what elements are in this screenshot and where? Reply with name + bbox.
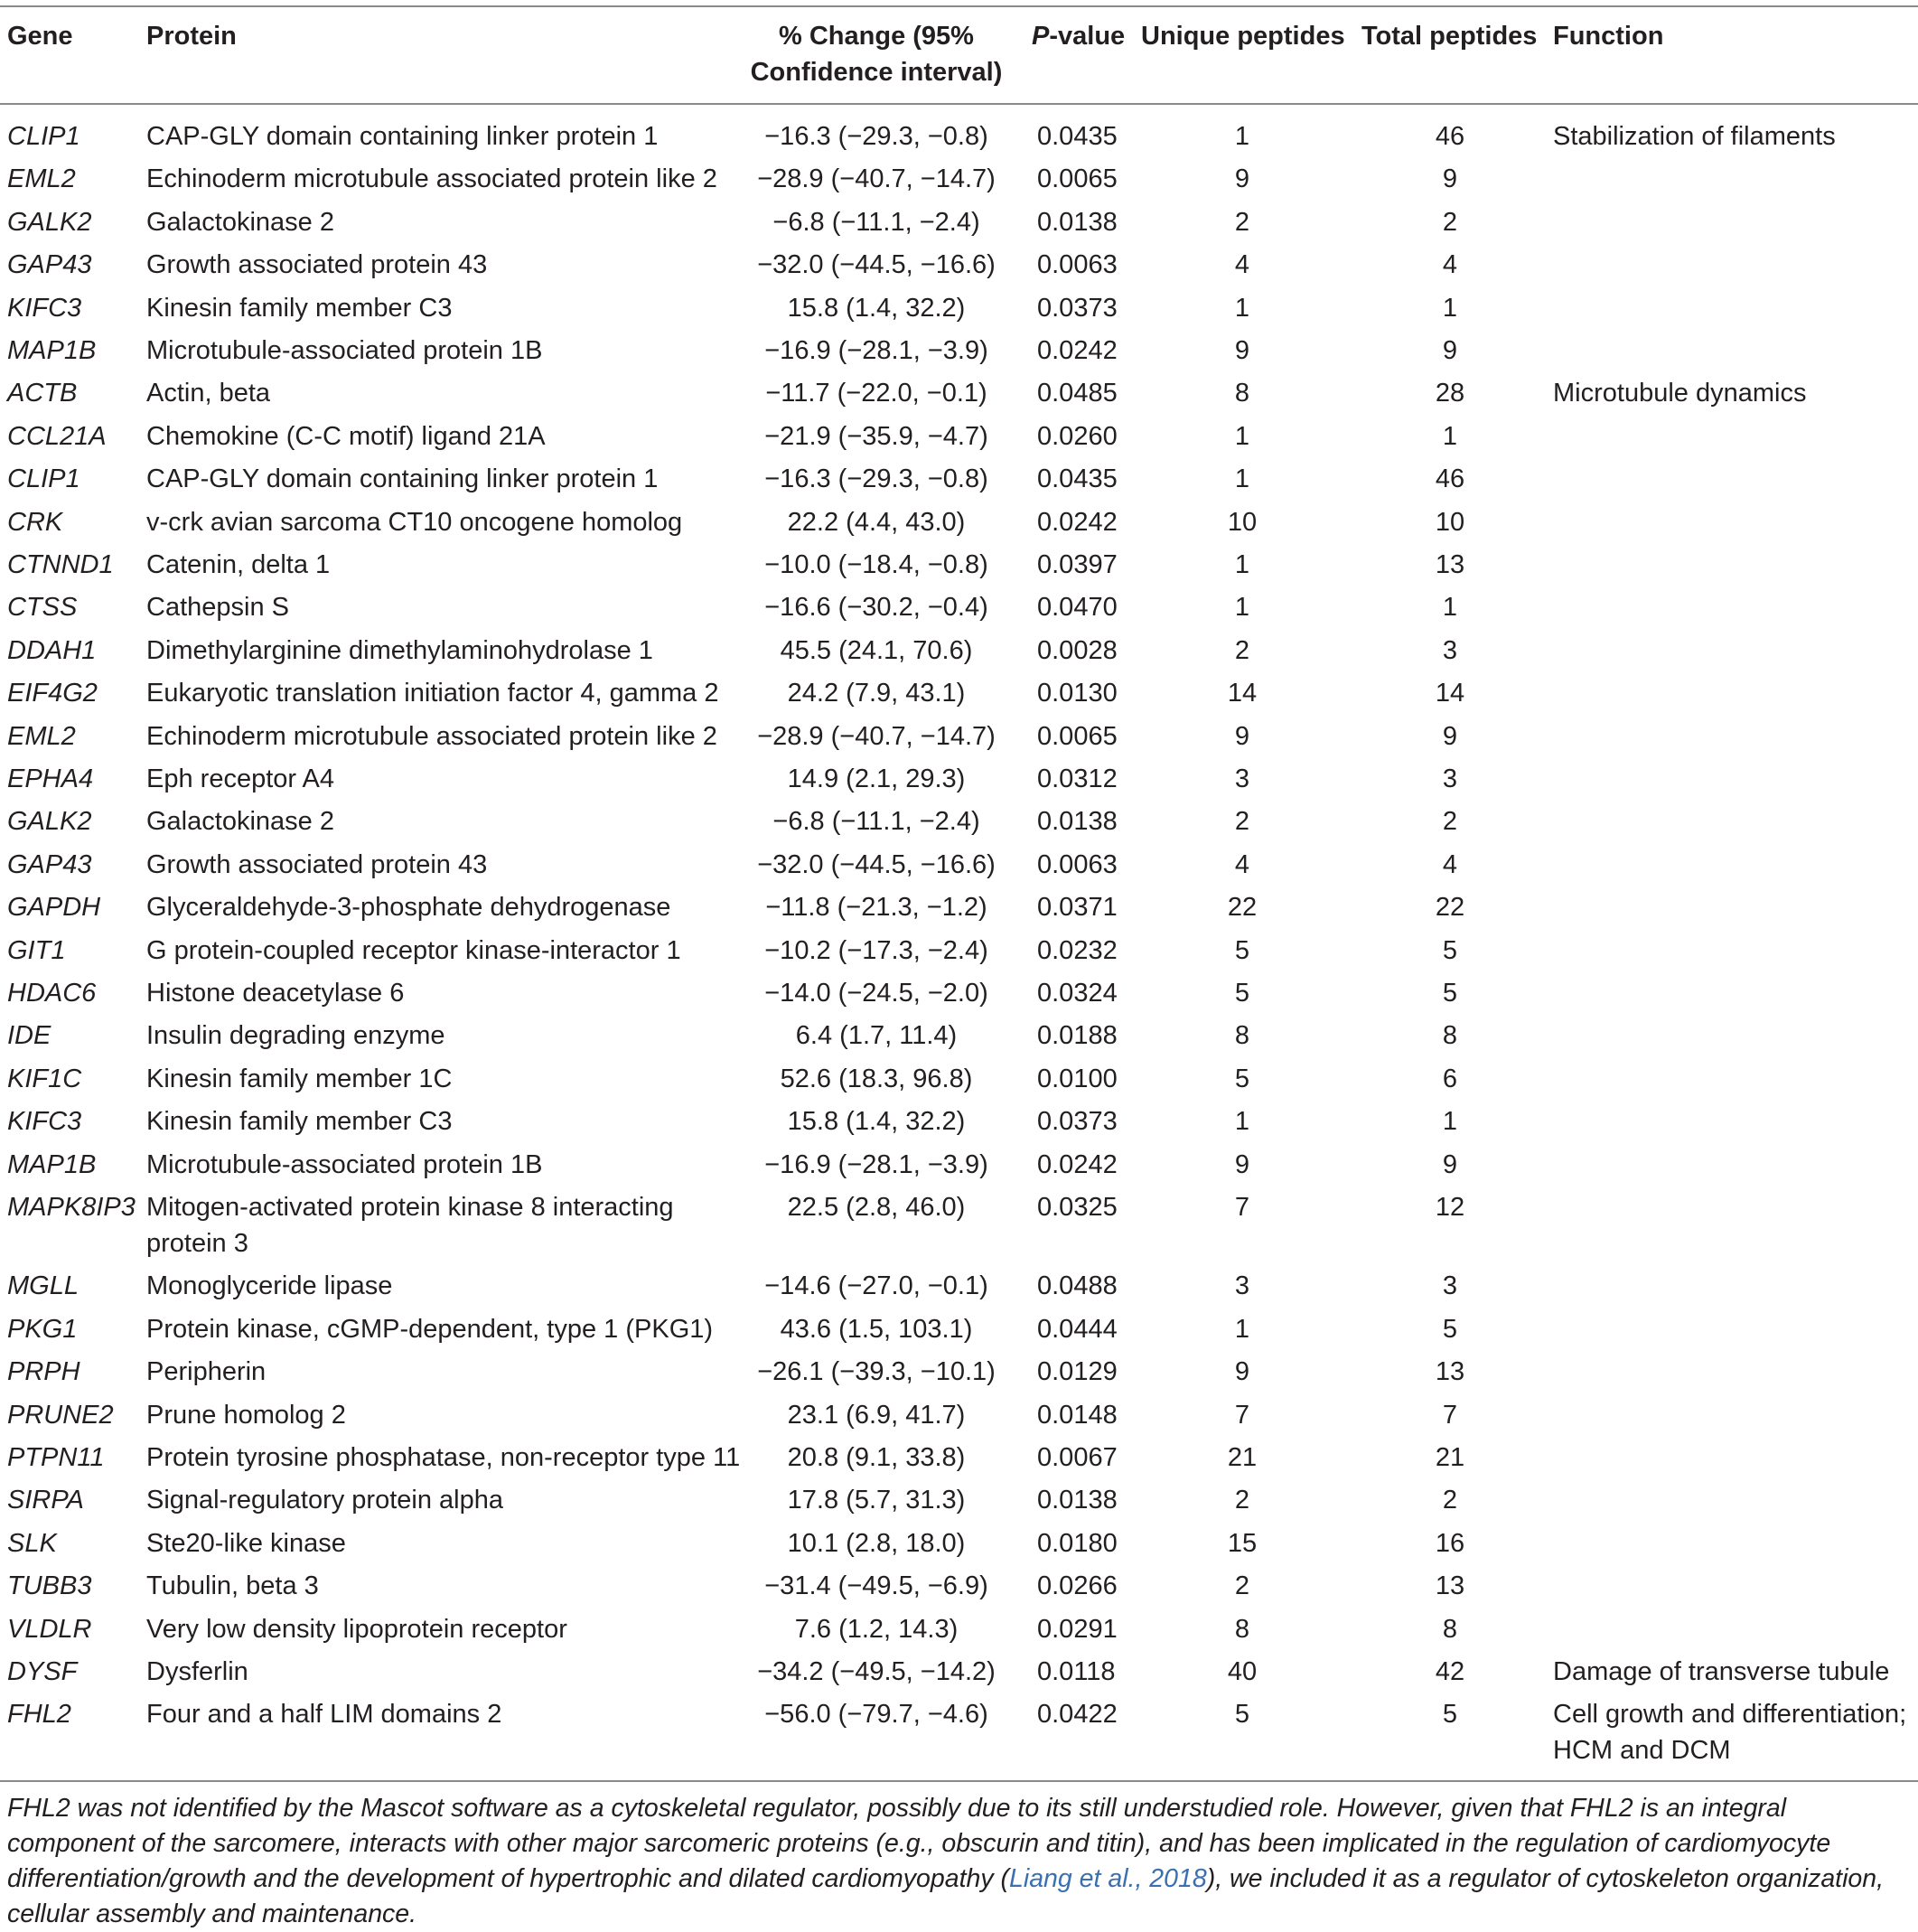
cell-unique: 2 <box>1234 635 1250 665</box>
cell-function: Damage of transverse tubule <box>1553 1657 1890 1686</box>
cell-change: −6.8 (−11.1, −2.4) <box>772 207 980 237</box>
cell-gene: MAP1B <box>7 336 97 365</box>
cell-gene: EML2 <box>7 164 76 194</box>
cell-change: −16.3 (−29.3, −0.8) <box>764 464 988 494</box>
cell-protein: Glyceraldehyde-3-phosphate dehydrogenase <box>146 893 671 923</box>
cell-unique: 1 <box>1234 1314 1250 1344</box>
cell-change: 17.8 (5.7, 31.3) <box>787 1486 966 1515</box>
cell-unique: 1 <box>1234 293 1250 323</box>
cell-total: 16 <box>1435 1528 1465 1558</box>
cell-unique: 9 <box>1234 1357 1250 1387</box>
cell-unique: 3 <box>1234 764 1250 793</box>
header-change <box>741 18 1012 90</box>
cell-unique: 5 <box>1234 935 1250 965</box>
cell-total: 13 <box>1435 1571 1465 1601</box>
cell-change: 23.1 (6.9, 41.7) <box>787 1400 966 1430</box>
cell-change: −28.9 (−40.7, −14.7) <box>757 164 996 194</box>
cell-total: 8 <box>1442 1021 1458 1051</box>
cell-protein: Monoglyceride lipase <box>146 1271 393 1301</box>
cell-gene: TUBB3 <box>7 1571 92 1601</box>
cell-unique: 5 <box>1234 1064 1250 1093</box>
header-change-line2: Confidence interval) <box>750 58 1003 87</box>
cell-unique: 1 <box>1234 550 1250 579</box>
cell-unique: 9 <box>1234 721 1250 751</box>
header-change-line1: % Change (95% <box>779 22 974 51</box>
cell-pvalue: 0.0138 <box>1037 207 1118 237</box>
cell-unique: 5 <box>1234 1700 1250 1730</box>
cell-pvalue: 0.0180 <box>1037 1528 1118 1558</box>
cell-pvalue: 0.0485 <box>1037 379 1118 408</box>
cell-total: 5 <box>1442 1700 1458 1730</box>
cell-protein: Echinoderm microtubule associated protein like 2 <box>146 164 717 194</box>
cell-total: 9 <box>1442 1149 1458 1179</box>
cell-pvalue: 0.0312 <box>1037 764 1118 793</box>
cell-pvalue: 0.0028 <box>1037 635 1118 665</box>
cell-pvalue: 0.0067 <box>1037 1443 1118 1472</box>
cell-unique: 9 <box>1234 1149 1250 1179</box>
cell-pvalue: 0.0435 <box>1037 122 1118 151</box>
cell-change: −16.9 (−28.1, −3.9) <box>764 336 988 365</box>
cell-pvalue: 0.0242 <box>1037 1149 1118 1179</box>
cell-gene: PRPH <box>7 1357 80 1387</box>
cell-unique: 2 <box>1234 807 1250 837</box>
cell-protein: Catenin, delta 1 <box>146 550 331 579</box>
cell-gene: CRK <box>7 507 63 537</box>
cell-total: 21 <box>1435 1443 1465 1472</box>
cell-unique: 1 <box>1234 464 1250 494</box>
cell-protein: Insulin degrading enzyme <box>146 1021 445 1051</box>
cell-pvalue: 0.0138 <box>1037 1486 1118 1515</box>
cell-gene: DYSF <box>7 1657 78 1686</box>
cell-gene: GAPDH <box>7 893 101 923</box>
cell-protein: Four and a half LIM domains 2 <box>146 1700 502 1730</box>
cell-total: 2 <box>1442 1486 1458 1515</box>
cell-total: 1 <box>1442 293 1458 323</box>
cell-unique: 1 <box>1234 421 1250 451</box>
cell-unique: 14 <box>1227 679 1258 708</box>
cell-protein: v-crk avian sarcoma CT10 oncogene homolog <box>146 507 683 537</box>
header-total: Total peptides <box>1361 22 1538 51</box>
cell-protein: Kinesin family member C3 <box>146 1107 453 1137</box>
top-rule <box>0 5 1918 7</box>
cell-pvalue: 0.0470 <box>1037 593 1118 623</box>
cell-pvalue: 0.0291 <box>1037 1614 1118 1644</box>
cell-change: 20.8 (9.1, 33.8) <box>787 1443 966 1472</box>
cell-change: 22.5 (2.8, 46.0) <box>787 1193 966 1222</box>
cell-gene: KIFC3 <box>7 293 82 323</box>
cell-unique: 1 <box>1234 593 1250 623</box>
cell-change: −26.1 (−39.3, −10.1) <box>757 1357 996 1387</box>
cell-protein: Ste20-like kinase <box>146 1528 346 1558</box>
cell-gene: ACTB <box>7 379 78 408</box>
cell-total: 3 <box>1442 764 1458 793</box>
footnote-citation-link[interactable]: Liang et al., 2018 <box>1009 1864 1207 1893</box>
cell-gene: MAP1B <box>7 1149 97 1179</box>
cell-unique: 8 <box>1234 1021 1250 1051</box>
header-unique: Unique peptides <box>1141 22 1345 51</box>
cell-total: 13 <box>1435 550 1465 579</box>
cell-change: 6.4 (1.7, 11.4) <box>795 1021 958 1051</box>
cell-gene: CLIP1 <box>7 464 80 494</box>
cell-total: 5 <box>1442 935 1458 965</box>
cell-unique: 8 <box>1234 379 1250 408</box>
cell-change: −11.8 (−21.3, −1.2) <box>765 893 987 923</box>
cell-change: 22.2 (4.4, 43.0) <box>787 507 966 537</box>
cell-pvalue: 0.0373 <box>1037 293 1118 323</box>
cell-change: −28.9 (−40.7, −14.7) <box>757 721 996 751</box>
cell-protein: Chemokine (C-C motif) ligand 21A <box>146 421 546 451</box>
cell-gene: EPHA4 <box>7 764 94 793</box>
footnote-text-after: ), we included it as a regulator of cytoskeleton organization, cellular assembly and maintenance. <box>7 1864 1885 1928</box>
cell-gene: CCL21A <box>7 421 107 451</box>
cell-change: −16.3 (−29.3, −0.8) <box>764 122 988 151</box>
cell-change: 14.9 (2.1, 29.3) <box>787 764 966 793</box>
cell-protein: Cathepsin S <box>146 593 289 623</box>
cell-protein: Kinesin family member C3 <box>146 293 453 323</box>
cell-change: −16.6 (−30.2, −0.4) <box>764 593 988 623</box>
cell-total: 5 <box>1442 979 1458 1008</box>
cell-unique: 2 <box>1234 1571 1250 1601</box>
cell-pvalue: 0.0188 <box>1037 1021 1118 1051</box>
cell-unique: 40 <box>1227 1657 1258 1686</box>
cell-total: 42 <box>1435 1657 1465 1686</box>
header-pvalue <box>1032 18 1125 54</box>
cell-change: 15.8 (1.4, 32.2) <box>787 293 966 323</box>
cell-gene: VLDLR <box>7 1614 92 1644</box>
cell-gene: IDE <box>7 1021 51 1051</box>
header-function: Function <box>1553 22 1664 51</box>
cell-change: −32.0 (−44.5, −16.6) <box>757 849 996 879</box>
cell-protein: Prune homolog 2 <box>146 1400 346 1430</box>
cell-protein: Mitogen-activated protein kinase 8 interacting protein 3 <box>146 1193 674 1258</box>
cell-pvalue: 0.0242 <box>1037 507 1118 537</box>
cell-gene: PKG1 <box>7 1314 78 1344</box>
cell-pvalue: 0.0422 <box>1037 1700 1118 1730</box>
cell-unique: 1 <box>1234 122 1250 151</box>
cell-gene: HDAC6 <box>7 979 97 1008</box>
cell-protein: Protein tyrosine phosphatase, non-receptor type 11 <box>146 1443 741 1472</box>
cell-pvalue: 0.0488 <box>1037 1271 1118 1301</box>
cell-total: 1 <box>1442 1107 1458 1137</box>
cell-protein: CAP-GLY domain containing linker protein 1 <box>146 464 659 494</box>
cell-change: 15.8 (1.4, 32.2) <box>787 1107 966 1137</box>
cell-total: 12 <box>1435 1193 1465 1222</box>
cell-unique: 1 <box>1234 1107 1250 1137</box>
cell-protein: Very low density lipoprotein receptor <box>146 1614 567 1644</box>
cell-pvalue: 0.0063 <box>1037 250 1118 280</box>
cell-total: 5 <box>1442 1314 1458 1344</box>
cell-total: 28 <box>1435 379 1465 408</box>
cell-total: 9 <box>1442 721 1458 751</box>
cell-protein: Eph receptor A4 <box>146 764 334 793</box>
cell-gene: SIRPA <box>7 1486 84 1515</box>
cell-pvalue: 0.0444 <box>1037 1314 1118 1344</box>
cell-unique: 10 <box>1227 507 1258 537</box>
cell-change: 52.6 (18.3, 96.8) <box>780 1064 973 1093</box>
header-pvalue-p: P <box>1032 22 1050 51</box>
cell-protein: Dysferlin <box>146 1657 248 1686</box>
cell-change: −21.9 (−35.9, −4.7) <box>764 421 988 451</box>
cell-protein: Eukaryotic translation initiation factor 4, gamma 2 <box>146 679 719 708</box>
cell-protein: Dimethylarginine dimethylaminohydrolase 1 <box>146 635 653 665</box>
cell-total: 1 <box>1442 421 1458 451</box>
cell-protein: Galactokinase 2 <box>146 207 334 237</box>
cell-pvalue: 0.0397 <box>1037 550 1118 579</box>
cell-change: −11.7 (−22.0, −0.1) <box>765 379 987 408</box>
cell-total: 4 <box>1442 250 1458 280</box>
cell-pvalue: 0.0065 <box>1037 164 1118 194</box>
cell-protein: Growth associated protein 43 <box>146 250 488 280</box>
cell-pvalue: 0.0129 <box>1037 1357 1118 1387</box>
cell-total: 4 <box>1442 849 1458 879</box>
cell-change: −31.4 (−49.5, −6.9) <box>764 1571 988 1601</box>
cell-unique: 2 <box>1234 1486 1250 1515</box>
cell-change: 10.1 (2.8, 18.0) <box>787 1528 966 1558</box>
cell-gene: EIF4G2 <box>7 679 98 708</box>
cell-unique: 9 <box>1234 164 1250 194</box>
cell-pvalue: 0.0266 <box>1037 1571 1118 1601</box>
cell-pvalue: 0.0063 <box>1037 849 1118 879</box>
cell-protein: Growth associated protein 43 <box>146 849 488 879</box>
cell-change: −16.9 (−28.1, −3.9) <box>764 1149 988 1179</box>
cell-pvalue: 0.0324 <box>1037 979 1118 1008</box>
header-gene: Gene <box>7 22 73 51</box>
cell-total: 2 <box>1442 807 1458 837</box>
cell-unique: 22 <box>1227 893 1258 923</box>
cell-change: 45.5 (24.1, 70.6) <box>780 635 973 665</box>
cell-pvalue: 0.0435 <box>1037 464 1118 494</box>
cell-total: 1 <box>1442 593 1458 623</box>
cell-gene: CTNND1 <box>7 550 114 579</box>
cell-change: −34.2 (−49.5, −14.2) <box>757 1657 996 1686</box>
cell-pvalue: 0.0325 <box>1037 1193 1118 1222</box>
cell-pvalue: 0.0371 <box>1037 893 1118 923</box>
cell-protein: Microtubule-associated protein 1B <box>146 1149 543 1179</box>
cell-change: −6.8 (−11.1, −2.4) <box>772 807 980 837</box>
cell-pvalue: 0.0100 <box>1037 1064 1118 1093</box>
cell-protein: Kinesin family member 1C <box>146 1064 453 1093</box>
cell-protein: Galactokinase 2 <box>146 807 334 837</box>
cell-unique: 8 <box>1234 1614 1250 1644</box>
cell-gene: EML2 <box>7 721 76 751</box>
cell-gene: PRUNE2 <box>7 1400 114 1430</box>
cell-function: Stabilization of filaments <box>1553 122 1836 151</box>
cell-pvalue: 0.0065 <box>1037 721 1118 751</box>
cell-function: Cell growth and differentiation; HCM and DCM <box>1553 1700 1907 1766</box>
cell-function: Microtubule dynamics <box>1553 379 1807 408</box>
footnote-text-before: FHL2 was not identified by the Mascot software as a cytoskeletal regulator, possibly due to its still understudied role. However, given that FHL2 is an integral component of the sarcomere, interacts with other major sarcomeric proteins (e.g., obscurin and titin), and has been implicated in the regulation of cardiomyocyte differentiation/growth and the development of hypertrophic and dilated cardiomyopathy ( <box>7 1794 1831 1893</box>
cell-unique: 9 <box>1234 336 1250 365</box>
cell-gene: MAPK8IP3 <box>7 1193 136 1222</box>
cell-total: 46 <box>1435 464 1465 494</box>
cell-unique: 15 <box>1227 1528 1258 1558</box>
header-protein: Protein <box>146 22 237 51</box>
cell-protein: Microtubule-associated protein 1B <box>146 336 543 365</box>
cell-change: 7.6 (1.2, 14.3) <box>794 1614 959 1644</box>
cell-pvalue: 0.0373 <box>1037 1107 1118 1137</box>
cell-unique: 5 <box>1234 979 1250 1008</box>
cell-total: 7 <box>1442 1400 1458 1430</box>
cell-gene: KIF1C <box>7 1064 82 1093</box>
cell-unique: 4 <box>1234 250 1250 280</box>
cell-change: −14.0 (−24.5, −2.0) <box>764 979 988 1008</box>
cell-change: −10.0 (−18.4, −0.8) <box>764 550 988 579</box>
cell-change: −10.2 (−17.3, −2.4) <box>764 935 988 965</box>
cell-total: 3 <box>1442 1271 1458 1301</box>
cell-gene: DDAH1 <box>7 635 97 665</box>
cell-unique: 7 <box>1234 1400 1250 1430</box>
cell-total: 22 <box>1435 893 1465 923</box>
cell-gene: GALK2 <box>7 207 92 237</box>
cell-unique: 21 <box>1227 1443 1258 1472</box>
header-rule <box>0 103 1918 105</box>
cell-pvalue: 0.0260 <box>1037 421 1118 451</box>
cell-total: 2 <box>1442 207 1458 237</box>
cell-unique: 2 <box>1234 207 1250 237</box>
header-pvalue-rest: -value <box>1049 22 1126 51</box>
cell-gene: MGLL <box>7 1271 79 1301</box>
cell-change: −56.0 (−79.7, −4.6) <box>764 1700 988 1730</box>
cell-pvalue: 0.0242 <box>1037 336 1118 365</box>
cell-pvalue: 0.0232 <box>1037 935 1118 965</box>
cell-protein: Peripherin <box>146 1357 267 1387</box>
cell-pvalue: 0.0148 <box>1037 1400 1118 1430</box>
cell-gene: GIT1 <box>7 935 66 965</box>
cell-change: 43.6 (1.5, 103.1) <box>780 1314 973 1344</box>
cell-total: 14 <box>1435 679 1465 708</box>
cell-total: 9 <box>1442 164 1458 194</box>
cell-total: 13 <box>1435 1357 1465 1387</box>
cell-pvalue: 0.0130 <box>1037 679 1118 708</box>
cell-gene: GALK2 <box>7 807 92 837</box>
cell-gene: SLK <box>7 1528 57 1558</box>
cell-total: 46 <box>1435 122 1465 151</box>
cell-protein: Echinoderm microtubule associated protein like 2 <box>146 721 717 751</box>
cell-protein: Signal-regulatory protein alpha <box>146 1486 503 1515</box>
cell-gene: CTSS <box>7 593 78 623</box>
cell-change: 24.2 (7.9, 43.1) <box>787 679 966 708</box>
cell-unique: 4 <box>1234 849 1250 879</box>
cell-total: 10 <box>1435 507 1465 537</box>
cell-total: 8 <box>1442 1614 1458 1644</box>
cell-protein: Tubulin, beta 3 <box>146 1571 319 1601</box>
cell-protein: Protein kinase, cGMP-dependent, type 1 (PKG1) <box>146 1314 714 1344</box>
cell-protein: Histone deacetylase 6 <box>146 979 405 1008</box>
cell-change: −32.0 (−44.5, −16.6) <box>757 250 996 280</box>
cell-protein: Actin, beta <box>146 379 271 408</box>
cell-change: −14.6 (−27.0, −0.1) <box>764 1271 988 1301</box>
cell-pvalue: 0.0138 <box>1037 807 1118 837</box>
cell-unique: 3 <box>1234 1271 1250 1301</box>
cell-gene: GAP43 <box>7 849 92 879</box>
cell-total: 9 <box>1442 336 1458 365</box>
cell-protein: CAP-GLY domain containing linker protein 1 <box>146 122 659 151</box>
cell-total: 3 <box>1442 635 1458 665</box>
cell-gene: PTPN11 <box>7 1443 105 1472</box>
cell-gene: FHL2 <box>7 1700 71 1730</box>
cell-pvalue: 0.0118 <box>1037 1657 1116 1686</box>
cell-total: 6 <box>1442 1064 1458 1093</box>
cell-gene: GAP43 <box>7 250 92 280</box>
table-footnote <box>7 1791 1912 1932</box>
cell-unique: 7 <box>1234 1193 1250 1222</box>
cell-gene: CLIP1 <box>7 122 80 151</box>
bottom-rule <box>0 1780 1918 1782</box>
cell-gene: KIFC3 <box>7 1107 82 1137</box>
cell-protein: G protein-coupled receptor kinase-interactor 1 <box>146 935 681 965</box>
